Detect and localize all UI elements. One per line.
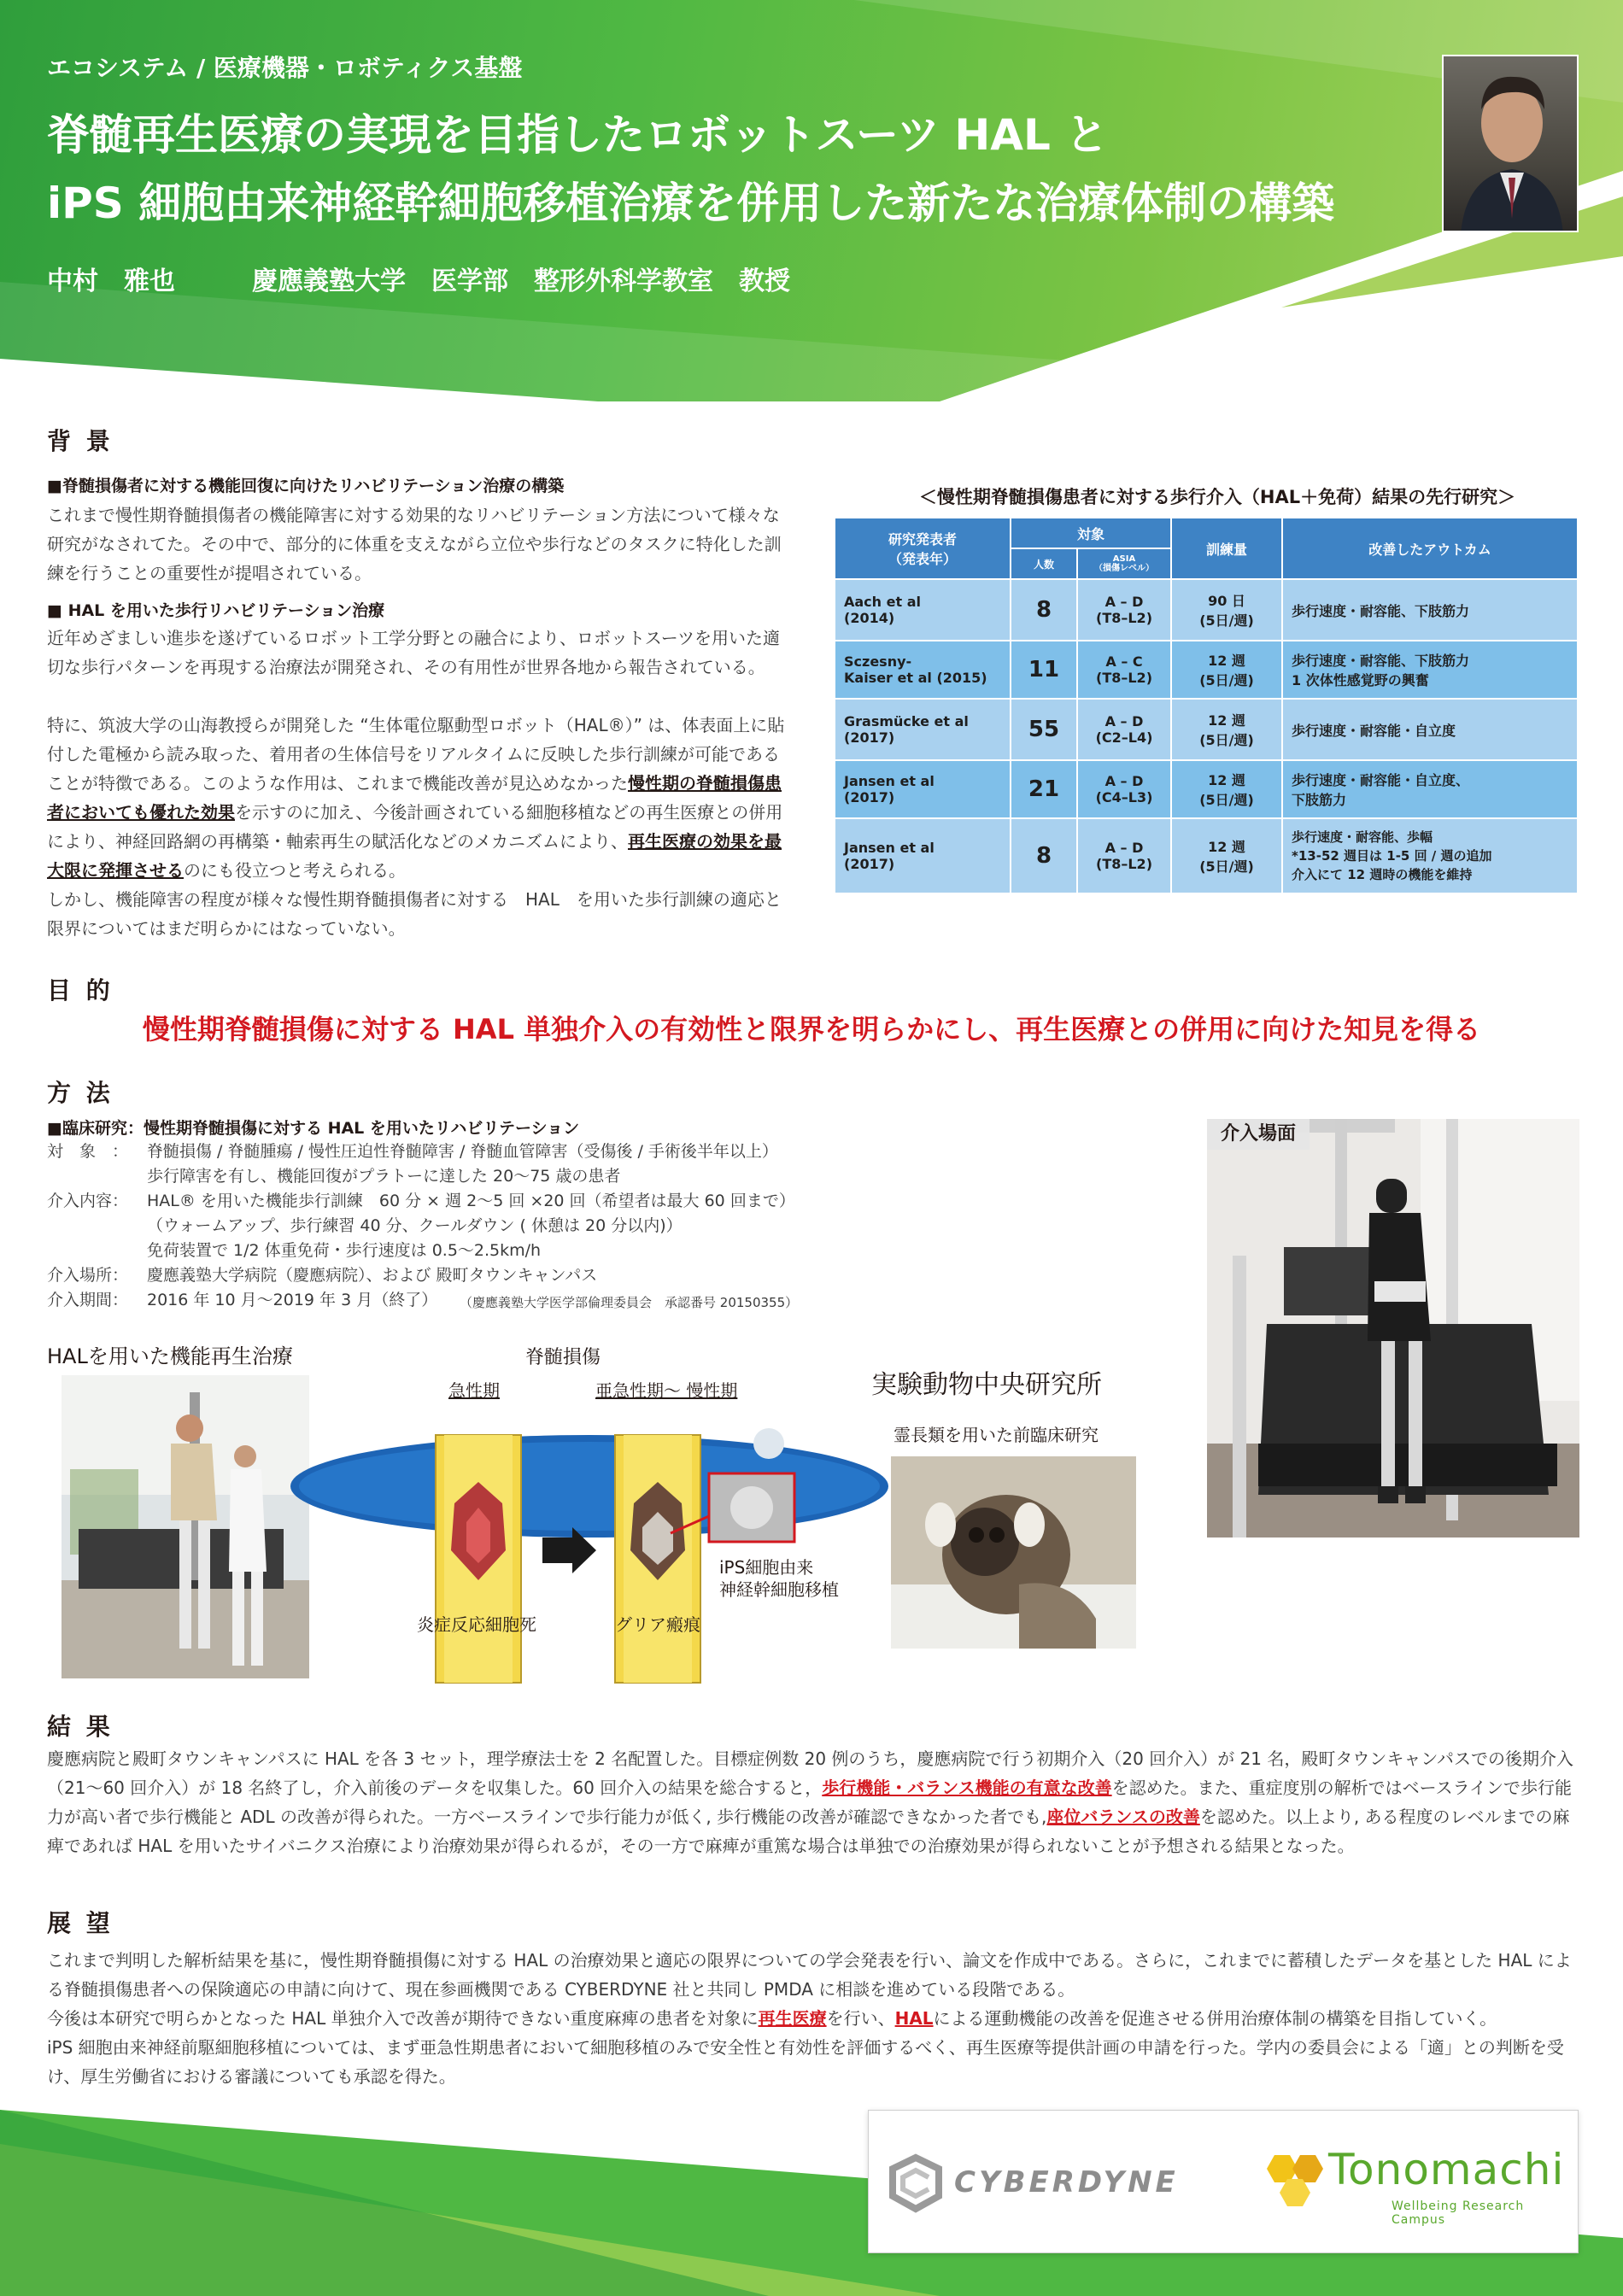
treatment-diagram xyxy=(282,1332,897,1700)
prior-studies-table xyxy=(834,517,1579,894)
table-cell-author: Jansen et al (2017) xyxy=(835,818,1011,893)
table-cell-asia: A – D (T8–L2) xyxy=(1077,579,1171,641)
results-text xyxy=(47,1744,1580,1860)
primate-label: 霊長類を用いた前臨床研究 xyxy=(894,1425,1099,1445)
table-cell-outcome: 歩行速度・耐容能、下肢筋力 xyxy=(1282,579,1578,641)
outlook-heading: 展 望 xyxy=(47,1909,114,1937)
background-sub1: ■脊髄損傷者に対する機能回復に向けたリハビリテーション治療の構築 xyxy=(47,477,565,495)
results-text-c: を認めた。また、重症度別の解析ではベースラインで歩行能力が高い者で歩行機能と ADL の改善が得られた。一方ベースラインで歩行能力が低く, 歩行機能の改善が確認できなかった者でも, xyxy=(47,1778,1573,1827)
outlook-para1: これまで判明した解析結果を基に，慢性期脊髄損傷に対する HAL の治療効果と適応の限界についての学会発表を行い、論文を作成中である。さらに，これまでに蓄積したデータを基とした HAL による脊髄損傷患者への保険適応の申請に向けて、現在参画機関である CYBERDYNE 社と共同し PMDA に相談を進めている段階である。 xyxy=(47,1950,1572,2000)
table-row xyxy=(835,818,1578,893)
table-cell-n: 55 xyxy=(1011,699,1077,760)
diagram-subacute-label: 亜急性期〜 慢性期 xyxy=(595,1380,738,1401)
cyberdyne-logo-icon xyxy=(886,2153,946,2213)
results-text-e: を認めた。以上より, ある程度のレベルまでの麻痺であれば HAL を用いたサイバニクス治療により治療効果が得られるが，その一方で麻痺が重篤な場合は単独での治療効果が得られないことが予想される結果となった。 xyxy=(47,1807,1570,1856)
header-training: 訓練量 xyxy=(1171,518,1282,579)
methods-row2-label: 介入内容： xyxy=(47,1192,129,1210)
marmoset-photo xyxy=(891,1456,1136,1649)
diagram-inflammation-label: 炎症反応細胞死 xyxy=(417,1614,536,1635)
tonomachi-logo: Tonomachi xyxy=(1328,2145,1565,2194)
table-cell-training: 90 日 (5日/週) xyxy=(1171,579,1282,641)
diagram-acute-label: 急性期 xyxy=(448,1380,500,1401)
diagram-glia-label: グリア瘢痕 xyxy=(615,1614,700,1635)
background-para3-emphasis2: 再生医療の効果を最大限に発揮させる xyxy=(47,831,782,881)
methods-row3-value: 慶應義塾大学病院（慶應病院）、および 殿町タウンキャンパス xyxy=(147,1266,598,1285)
table-cell-outcome: 歩行速度・耐容能、歩幅 *13-52 週目は 1-5 回 / 週の追加 介入にて 12 週時の機能を維持 xyxy=(1282,818,1578,893)
title-line-1: 脊髄再生医療の実現を目指したロボットスーツ HAL と xyxy=(47,110,1109,160)
table-cell-author: Aach et al (2014) xyxy=(835,579,1011,641)
outlook-para2-a: 今後は本研究で明らかとなった HAL 単独介入で改善が期待できない重度麻痺の患者を対象に xyxy=(47,2008,759,2029)
table-cell-author: Sczesny- Kaiser et al (2015) xyxy=(835,641,1011,699)
table-title: ＜慢性期脊髄損傷患者に対する歩行介入（HAL＋免荷）結果の先行研究＞ xyxy=(918,487,1516,507)
methods-row1-value: 脊髄損傷 / 脊髄腫瘍 / 慢性圧迫性脊髄障害 / 脊髄血管障害（受傷後 / 手術後半年以上） xyxy=(147,1142,778,1161)
methods-row4-value: 2016 年 10 月〜2019 年 3 月（終了） xyxy=(147,1291,438,1309)
purpose-statement: 慢性期脊髄損傷に対する HAL 単独介入の有効性と限界を明らかにし、再生医療との併用に向けた知見を得る xyxy=(142,1013,1481,1046)
header-outcome: 改善したアウトカム xyxy=(1282,518,1578,579)
table-cell-training: 12 週 (5日/週) xyxy=(1171,641,1282,699)
author-line: 中村 雅也 慶應義塾大学 医学部 整形外科学教室 教授 xyxy=(47,266,790,296)
author-photo xyxy=(1442,55,1579,232)
tonomachi-subtitle: Wellbeing Research Campus xyxy=(1392,2199,1525,2227)
outlook-para2-c: を行い、 xyxy=(826,2008,895,2029)
cyberdyne-logo: CYBERDYNE xyxy=(954,2165,1179,2199)
intervention-scene-photo xyxy=(1207,1119,1579,1538)
header-subject: 対象 xyxy=(1011,518,1171,548)
hal-caption: HALを用いた機能再生治療 xyxy=(47,1344,293,1368)
results-emphasis-1: 歩行機能・バランス機能の有意な改善 xyxy=(822,1778,1112,1798)
hal-therapy-photo xyxy=(62,1375,309,1678)
table-cell-n: 21 xyxy=(1011,760,1077,818)
outlook-para2-e: による運動機能の改善を促進させる併用治療体制の構築を目指していく。 xyxy=(933,2008,1497,2029)
methods-row2-value2: （ウォームアップ、歩行練習 40 分、クールダウン ( 休憩は 20 分以内)） xyxy=(147,1216,683,1235)
table-cell-n: 11 xyxy=(1011,641,1077,699)
intervention-scene-label: 介入場面 xyxy=(1207,1119,1310,1150)
background-heading: 背 景 xyxy=(47,427,114,455)
table-cell-asia: A – C (T8–L2) xyxy=(1077,641,1171,699)
methods-row1-label: 対 象 ： xyxy=(47,1142,129,1161)
background-para3-e: のにも役立つと考えられる。 xyxy=(184,860,406,881)
table-cell-asia: A – D (C2–L4) xyxy=(1077,699,1171,760)
table-cell-training: 12 週 (5日/週) xyxy=(1171,760,1282,818)
table-cell-n: 8 xyxy=(1011,818,1077,893)
tonomachi-logo-icon xyxy=(1257,2147,1334,2215)
table-cell-training: 12 週 (5日/週) xyxy=(1171,818,1282,893)
table-cell-outcome: 歩行速度・耐容能、下肢筋力 1 次体性感覚野の興奮 xyxy=(1282,641,1578,699)
table-cell-outcome: 歩行速度・耐容能・自立度、 下肢筋力 xyxy=(1282,760,1578,818)
table-cell-asia: A – D (C4–L3) xyxy=(1077,760,1171,818)
outlook-emphasis-2: HAL xyxy=(894,2008,934,2029)
header-n: 人数 xyxy=(1011,548,1077,579)
outlook-para2 xyxy=(47,2004,1580,2033)
methods-row1-value2: 歩行障害を有し、機能回復がプラトーに達した 20〜75 歳の患者 xyxy=(147,1167,621,1186)
background-para4: しかし、機能障害の程度が様々な慢性期脊髄損傷者に対する HAL を用いた歩行訓練の適応と限界についてはまだ明らかにはなっていない。 xyxy=(47,889,782,939)
table-cell-n: 8 xyxy=(1011,579,1077,641)
methods-row3-label: 介入場所： xyxy=(47,1266,129,1285)
methods-ethics-note: （慶應義塾大学医学部倫理委員会 承認番号 20150355） xyxy=(460,1295,799,1310)
header-author: 研究発表者 （発表年） xyxy=(835,518,1011,579)
methods-sub: ■臨床研究：慢性期脊髄損傷に対する HAL を用いたリハビリテーション xyxy=(47,1119,580,1138)
table-cell-author: Jansen et al (2017) xyxy=(835,760,1011,818)
background-para1: これまで慢性期脊髄損傷者の機能障害に対する効果的なリハビリテーション方法について様々な研究がなされてた。その中で、部分的に体重を支えながら立位や歩行などのタスクに特化した訓練を行うことの重要性が提唱されている。 xyxy=(47,505,782,583)
table-row xyxy=(835,641,1578,699)
methods-row2-value: HAL® を用いた機能歩行訓練 60 分 × 週 2〜5 回 ×20 回（希望者は最大 60 回まで） xyxy=(147,1192,795,1210)
partner-logos xyxy=(868,2110,1579,2253)
methods-heading: 方 法 xyxy=(47,1079,114,1107)
table-row xyxy=(835,579,1578,641)
background-sub2: ■ HAL を用いた歩行リハビリテーション治療 xyxy=(47,601,385,620)
background-para3 xyxy=(47,711,792,885)
background-para3-c: を示すのに加え、今後計画されている細胞移植などの再生医療との併用により、神経回路網の再構築・軸索再生の賦活化などのメカニズムにより、 xyxy=(47,802,783,852)
outlook-emphasis-1: 再生医療 xyxy=(758,2008,827,2029)
diagram-sci-label: 脊髄損傷 xyxy=(525,1347,601,1368)
table-row xyxy=(835,699,1578,760)
methods-row4-label: 介入期間： xyxy=(47,1291,129,1309)
background-para3-a: 特に、筑波大学の山海教授らが開発した “生体電位駆動型ロボット（HAL®）” は、体表面上に貼付した電極から読み取った、着用者の生体信号をリアルタイムに反映した歩行訓練が可能であることが特徴である。このような作用は、これまで機能改善が見込めなかった xyxy=(47,715,785,794)
results-emphasis-2: 座位バランスの改善 xyxy=(1046,1807,1200,1827)
purpose-heading: 目 的 xyxy=(47,976,114,1004)
ciea-label: 実験動物中央研究所 xyxy=(871,1370,1102,1400)
header-asia: ASIA （損傷レベル） xyxy=(1077,548,1171,579)
results-heading: 結 果 xyxy=(47,1713,114,1741)
background-para2: 近年めざましい進歩を遂げているロボット工学分野との融合により、ロボットスーツを用いた適切な歩行パターンを再現する治療法が開発され、その有用性が世界各地から報告されている。 xyxy=(47,628,780,677)
results-text-a: 慶應病院と殿町タウンキャンパスに HAL を各 3 セット，理学療法士を 2 名配置した。目標症例数 20 例のうち，慶應病院で行う初期介入（20 回介入）が 21 名，殿町タウンキャンパスでの後期介入（21〜60 回介入）が 18 名終了し，介入前後のデータを収集した。60 回介入の結果を総合すると， xyxy=(47,1748,1573,1798)
table-row xyxy=(835,760,1578,818)
diagram-ips-label: iPS細胞由来 神経幹細胞移植 xyxy=(719,1557,839,1600)
methods-row2-value3: 免荷装置で 1/2 体重免荷・歩行速度は 0.5〜2.5km/h xyxy=(147,1241,542,1260)
outlook-para3: iPS 細胞由来神経前駆細胞移植については、まず亜急性期患者において細胞移植のみで安全性と有効性を評価するべく、再生医療等提供計画の申請を行った。学内の委員会による「適」との判断を受け、厚生労働省における審議についても承認を得た。 xyxy=(47,2037,1564,2087)
background-para3-emphasis1: 慢性期の脊髄損傷患者においても優れた効果 xyxy=(47,773,782,823)
table-cell-author: Grasmücke et al (2017) xyxy=(835,699,1011,760)
table-cell-outcome: 歩行速度・耐容能・自立度 xyxy=(1282,699,1578,760)
table-cell-training: 12 週 (5日/週) xyxy=(1171,699,1282,760)
category-label: エコシステム / 医療機器・ロボティクス基盤 xyxy=(47,54,523,82)
table-cell-asia: A – D (T8–L2) xyxy=(1077,818,1171,893)
title-line-2: iPS 細胞由来神経幹細胞移植治療を併用した新たな治療体制の構築 xyxy=(47,179,1335,228)
